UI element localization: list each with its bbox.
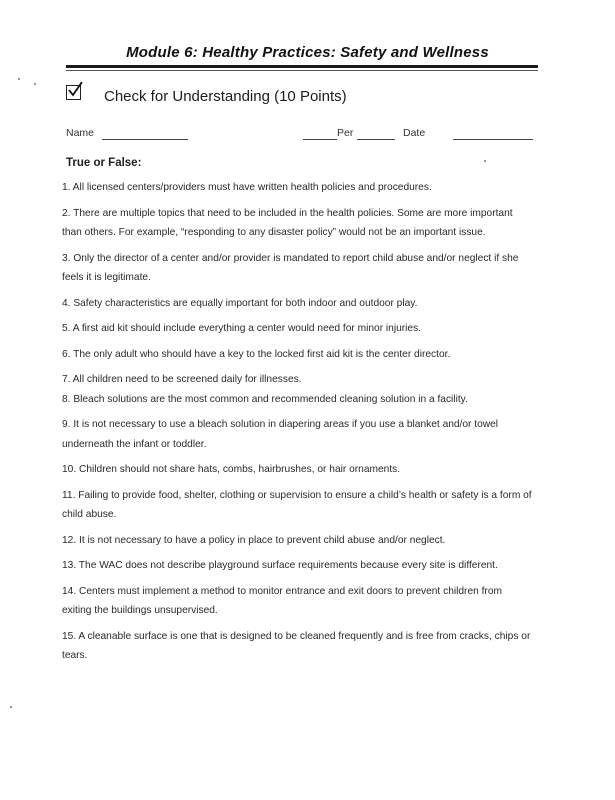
question-item: 8. Bleach solutions are the most common and recommended cleaning solution in a facility. bbox=[62, 393, 468, 405]
scan-speck bbox=[484, 160, 486, 162]
true-or-false-heading: True or False: bbox=[66, 157, 142, 169]
question-item: 10. Children should not share hats, combs, hairbrushes, or hair ornaments. bbox=[62, 464, 401, 475]
per-prefix-line bbox=[303, 139, 337, 140]
question-item: 9. It is not necessary to use a bleach solution in diapering areas if you use a blanket and/or towel underneath the infant or toddler. bbox=[62, 419, 499, 450]
header-rule-thick bbox=[66, 65, 538, 68]
question-list bbox=[62, 178, 532, 666]
question-item: 15. A cleanable surface is one that is designed to be cleaned frequently and is free from cracks, chips or tears. bbox=[62, 630, 531, 661]
question-item: 2. There are multiple topics that need to be included in the health policies. Some are more important than others. For example, “responding to any disaster policy” would not be an important issue. bbox=[62, 207, 513, 238]
student-info-row bbox=[0, 127, 615, 143]
scan-speck bbox=[10, 706, 12, 708]
per-field[interactable] bbox=[357, 139, 395, 140]
header-rule-thin bbox=[66, 70, 538, 71]
scan-speck bbox=[34, 83, 36, 85]
question-item: 11. Failing to provide food, shelter, clothing or supervision to ensure a child’s health or safety is a form of child abuse. bbox=[62, 489, 532, 520]
scan-speck bbox=[18, 78, 20, 80]
name-label: Name bbox=[66, 127, 95, 139]
question-item: 5. A first aid kit should include everything a center would need for minor injuries. bbox=[62, 323, 422, 334]
question-item: 12. It is not necessary to have a policy in place to prevent child abuse and/or neglect. bbox=[62, 534, 446, 546]
question-item: 6. The only adult who should have a key to the locked first aid kit is the center director. bbox=[62, 348, 451, 360]
question-item: 14. Centers must implement a method to monitor entrance and exit doors to prevent children from exiting the buildings unsupervised. bbox=[62, 585, 502, 616]
question-item: 7. All children need to be screened daily for illnesses. bbox=[62, 374, 302, 385]
per-label: Per bbox=[337, 127, 354, 139]
question-item: 3. Only the director of a center and/or provider is mandated to report child abuse and/or neglect if she feels it is legitimate. bbox=[62, 252, 519, 283]
module-title: Module 6: Healthy Practices: Safety and Wellness bbox=[126, 44, 489, 61]
name-field[interactable] bbox=[102, 139, 188, 140]
check-for-understanding-title: Check for Understanding (10 Points) bbox=[104, 88, 347, 105]
checkbox-checked-icon bbox=[66, 85, 81, 100]
question-item: 1. All licensed centers/providers must have written health policies and procedures. bbox=[62, 182, 432, 193]
question-item: 13. The WAC does not describe playground surface requirements because every site is different. bbox=[62, 560, 498, 571]
date-field[interactable] bbox=[453, 139, 533, 140]
date-label: Date bbox=[403, 127, 426, 139]
question-item: 4. Safety characteristics are equally important for both indoor and outdoor play. bbox=[62, 297, 418, 309]
